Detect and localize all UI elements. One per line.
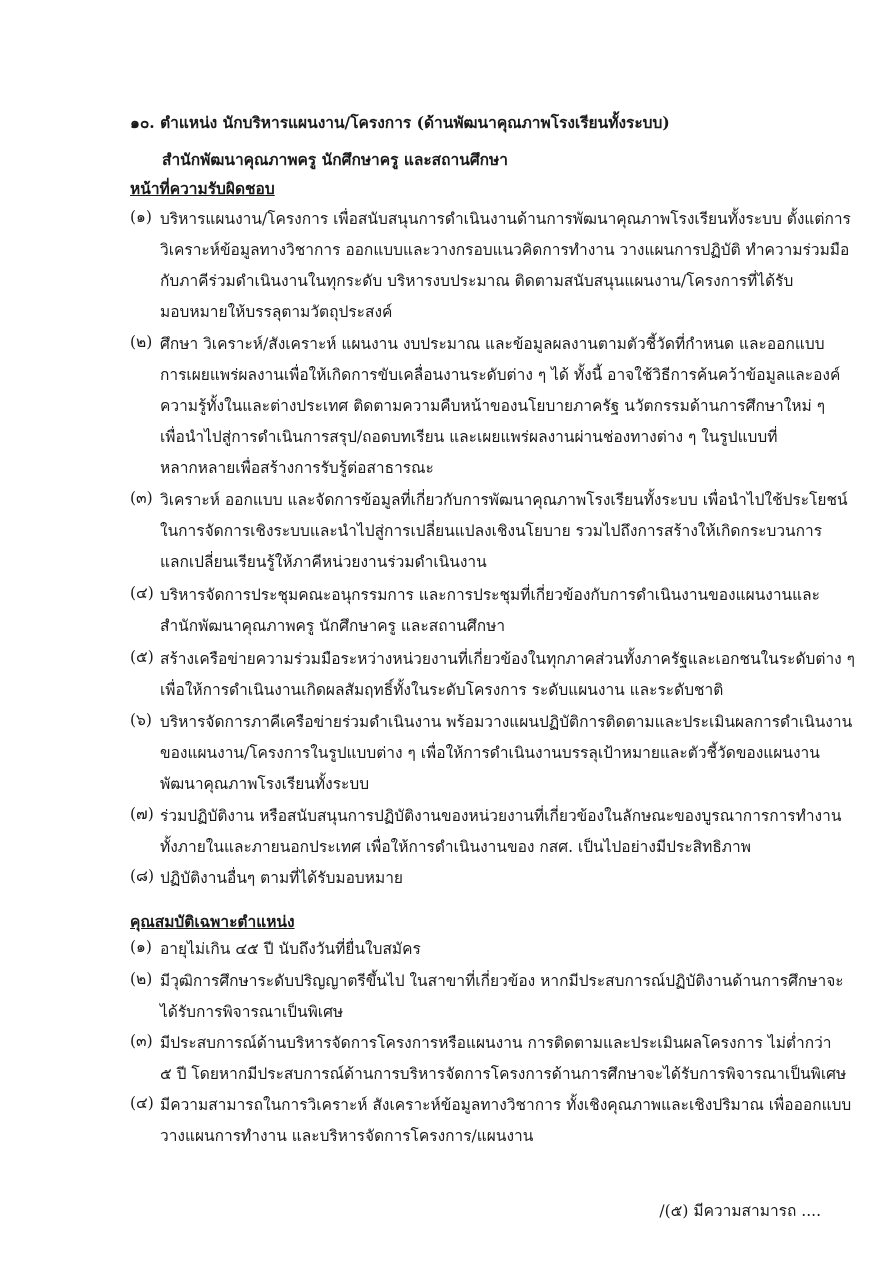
qualification-item-text-line: อายุไม่เกิน ๔๕ ปี นับถึงวันที่ยื่นใบสมัคร xyxy=(160,940,421,958)
duty-item-number: (๘) xyxy=(130,867,155,885)
duty-item-text-line: แลกเปลี่ยนเรียนรู้ให้ภาคีหน่วยงานร่วมดำเนินงาน xyxy=(160,553,487,571)
qualification-item-text-line: มีวุฒิการศึกษาระดับปริญญาตรีขึ้นไป ในสาขาที่เกี่ยวข้อง หากมีประสบการณ์ปฏิบัติงานด้านการศึกษาจะ xyxy=(160,972,844,990)
duty-item-text-line: สร้างเครือข่ายความร่วมมือระหว่างหน่วยงานที่เกี่ยวข้องในทุกภาคส่วนทั้งภาครัฐและเอกชนในระดับต่าง ๆ xyxy=(160,650,855,668)
duty-item-number: (๓) xyxy=(130,489,153,507)
duty-item-text-line: เพื่อให้การดำเนินงานเกิดผลสัมฤทธิ์ทั้งในระดับโครงการ ระดับแผนงาน และระดับชาติ xyxy=(160,681,724,699)
duty-item-text-line: บริหารจัดการประชุมคณะอนุกรรมการ และการประชุมที่เกี่ยวข้องกับการดำเนินงานของแผนงานและ xyxy=(160,586,820,604)
duty-item-text-line: วิเคราะห์ ออกแบบ และจัดการข้อมูลที่เกี่ยวกับการพัฒนาคุณภาพโรงเรียนทั้งระบบ เพื่อนำไปใช้ประโยชน์ xyxy=(160,491,848,509)
qualification-item-number: (๓) xyxy=(130,1032,153,1050)
qualification-item-text-line: มีความสามารถในการวิเคราะห์ สังเคราะห์ข้อมูลทางวิชาการ ทั้งเชิงคุณภาพและเชิงปริมาณ เพื่อออกแบบ xyxy=(160,1096,852,1114)
qualification-item-number: (๑) xyxy=(130,938,152,956)
duty-item-number: (๖) xyxy=(130,711,152,729)
duty-item-number: (๕) xyxy=(130,648,154,666)
qualification-item-text-line: มีประสบการณ์ด้านบริหารจัดการโครงการหรือแผนงาน การติดตามและประเมินผลโครงการ ไม่ต่ำกว่า xyxy=(160,1034,832,1052)
duty-item-text-line: ความรู้ทั้งในและต่างประเทศ ติดตามความคืบหน้าของนโยบายภาครัฐ นวัตกรรมด้านการศึกษาใหม่ ๆ xyxy=(160,397,826,415)
duty-item-text-line: ศึกษา วิเคราะห์/สังเคราะห์ แผนงาน งบประมาณ และข้อมูลผลงานตามตัวชี้วัดที่กำหนด และออกแบบ xyxy=(160,335,825,353)
qualification-item-text-line: ๕ ปี โดยหากมีประสบการณ์ด้านการบริหารจัดการโครงการด้านการศึกษาจะได้รับการพิจารณาเป็นพิเศษ xyxy=(160,1065,847,1083)
qualification-item-text-line: ได้รับการพิจารณาเป็นพิเศษ xyxy=(160,1003,344,1021)
duty-item-text-line: มอบหมายให้บรรลุตามวัตถุประสงค์ xyxy=(160,303,393,321)
duty-item-text-line: ของแผนงาน/โครงการในรูปแบบต่าง ๆ เพื่อให้การดำเนินงานบรรลุเป้าหมายและตัวชี้วัดของแผนงาน xyxy=(160,744,820,762)
duty-item-text-line: บริหารจัดการภาคีเครือข่ายร่วมดำเนินงาน พร้อมวางแผนปฏิบัติการติดตามและประเมินผลการดำเนินงาน xyxy=(160,713,853,731)
duty-item-text-line: ทั้งภายในและภายนอกประเทศ เพื่อให้การดำเนินงานของ กสศ. เป็นไปอย่างมีประสิทธิภาพ xyxy=(160,838,751,856)
continuation-note: /(๕) มีความสามารถ .... xyxy=(659,1202,821,1220)
duty-item-number: (๔) xyxy=(130,584,154,602)
duty-item-number: (๑) xyxy=(130,208,152,226)
duties-section-title: หน้าที่ความรับผิดชอบ xyxy=(130,179,275,198)
duty-item-text-line: ปฏิบัติงานอื่นๆ ตามที่ได้รับมอบหมาย xyxy=(160,869,403,887)
duty-item-text-line: กับภาคีร่วมดำเนินงานในทุกระดับ บริหารงบประมาณ ติดตามสนับสนุนแผนงาน/โครงการที่ได้รับ xyxy=(160,272,794,290)
duty-item-text-line: การเผยแพร่ผลงานเพื่อให้เกิดการขับเคลื่อนงานระดับต่าง ๆ ได้ ทั้งนี้ อาจใช้วิธีการค้นคว้าข้อมูลและองค์ xyxy=(160,366,841,384)
qualification-item-number: (๔) xyxy=(130,1094,154,1112)
duty-item-text-line: เพื่อนำไปสู่การดำเนินการสรุป/ถอดบทเรียน และเผยแพร่ผลงานผ่านช่องทางต่าง ๆ ในรูปแบบที่ xyxy=(160,428,778,446)
duty-item-text-line: ในการจัดการเชิงระบบและนำไปสู่การเปลี่ยนแปลงเชิงนโยบาย รวมไปถึงการสร้างให้เกิดกระบวนการ xyxy=(160,522,823,540)
duty-item-number: (๗) xyxy=(130,805,154,823)
duty-item-text-line: วิเคราะห์ข้อมูลทางวิชาการ ออกแบบและวางกรอบแนวคิดการทำงาน วางแผนการปฏิบัติ ทำความร่วมมือ xyxy=(160,241,850,259)
duty-item-text-line: บริหารแผนงาน/โครงการ เพื่อสนับสนุนการดำเนินงานด้านการพัฒนาคุณภาพโรงเรียนทั้งระบบ ตั้งแต่การ xyxy=(160,210,851,228)
qualifications-section-title: คุณสมบัติเฉพาะตำแหน่ง xyxy=(130,912,295,931)
duty-item-text-line: หลากหลายเพื่อสร้างการรับรู้ต่อสาธารณะ xyxy=(160,459,434,477)
position-heading: ๑๐. ตำแหน่ง นักบริหารแผนงาน/โครงการ (ด้านพัฒนาคุณภาพโรงเรียนทั้งระบบ) xyxy=(130,113,670,132)
qualification-item-text-line: วางแผนการทำงาน และบริหารจัดการโครงการ/แผนงาน xyxy=(160,1127,534,1145)
duty-item-text-line: สำนักพัฒนาคุณภาพครู นักศึกษาครู และสถานศึกษา xyxy=(160,617,506,635)
duty-item-text-line: ร่วมปฏิบัติงาน หรือสนับสนุนการปฏิบัติงานของหน่วยงานที่เกี่ยวข้องในลักษณะของบูรณาการการทำงาน xyxy=(160,807,842,825)
duty-item-number: (๒) xyxy=(130,333,153,351)
duty-item-text-line: พัฒนาคุณภาพโรงเรียนทั้งระบบ xyxy=(160,775,370,793)
department-heading: สำนักพัฒนาคุณภาพครู นักศึกษาครู และสถานศึกษา xyxy=(162,150,508,169)
qualification-item-number: (๒) xyxy=(130,970,153,988)
